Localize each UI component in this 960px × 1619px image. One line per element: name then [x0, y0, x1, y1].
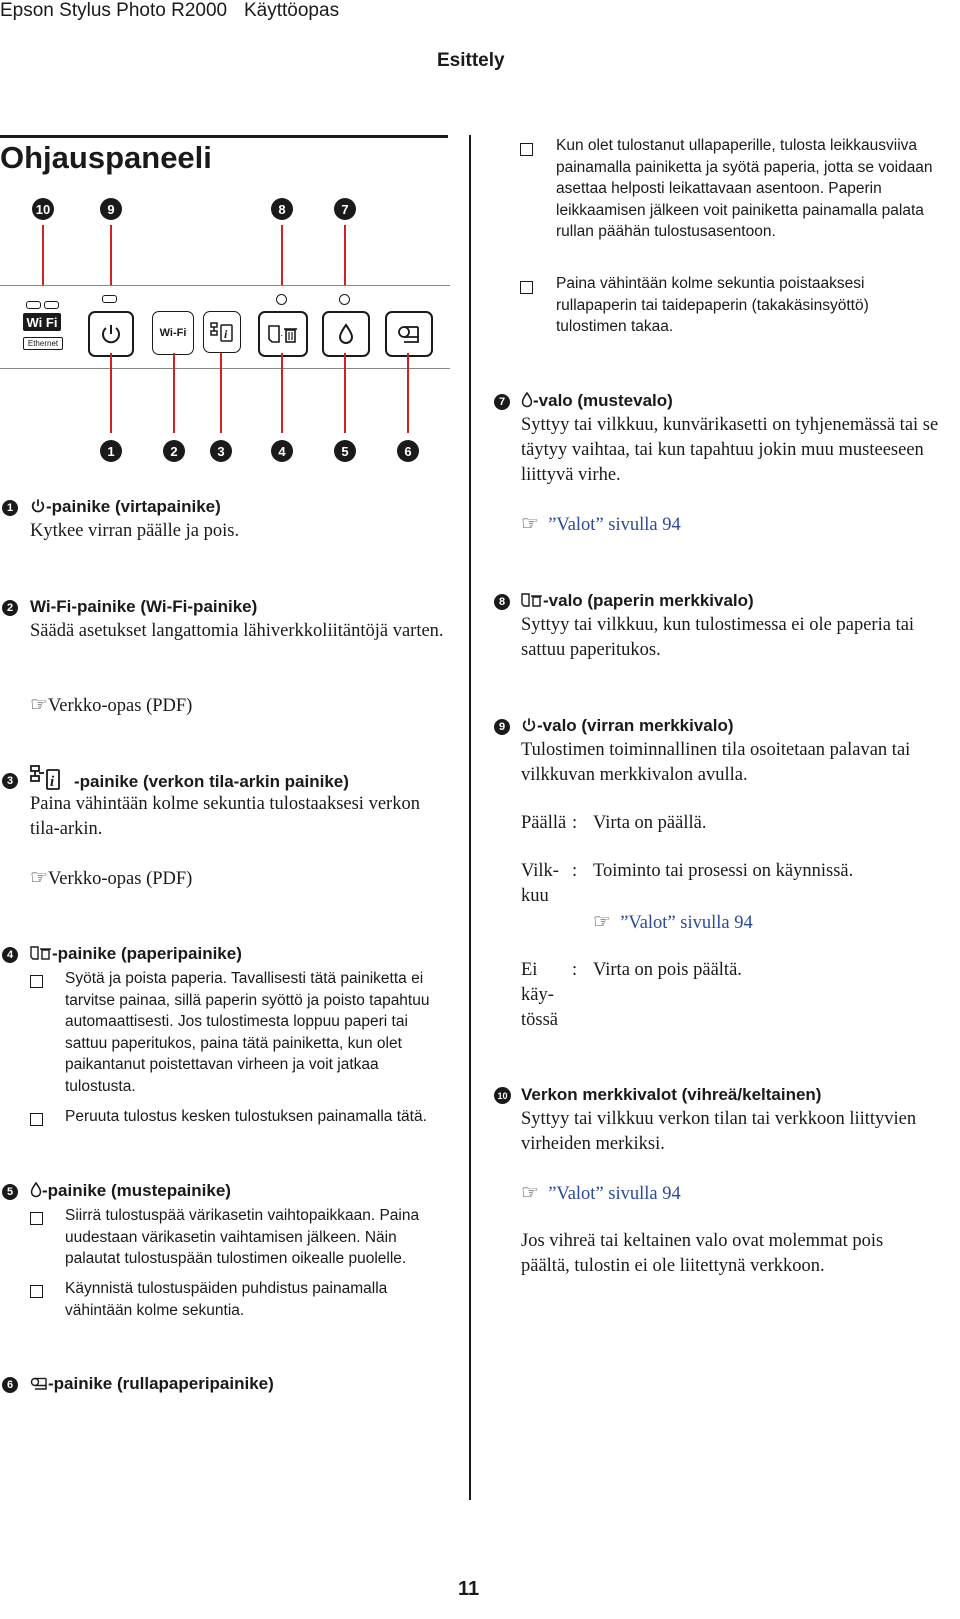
callout-7: 7	[334, 198, 356, 220]
item-10-heading: Verkon merkkivalot (vihreä/keltainen)	[521, 1085, 822, 1104]
bullet-box	[30, 1212, 43, 1225]
item-4-heading: -painike (paperipainike)	[30, 944, 242, 964]
header-product: Epson Stylus Photo R2000	[0, 0, 228, 21]
network-status-button	[203, 311, 241, 353]
hand-pointer-icon: ☞	[521, 1182, 539, 1204]
item-3-ref[interactable]: ☞Verkko-opas (PDF)	[30, 867, 193, 889]
item-7-heading: -valo (mustevalo)	[521, 391, 673, 411]
ink-drop-icon	[336, 322, 356, 346]
column-divider	[469, 135, 471, 1500]
callout-3: 3	[210, 440, 232, 462]
ink-drop-icon	[521, 392, 533, 408]
item-10-ref-link[interactable]: ☞ ”Valot” sivulla 94	[521, 1182, 681, 1204]
item-8-text: Syttyy tai vilkkuu, kun tulostimessa ei ole paperia tai sattuu paperitukos.	[521, 615, 915, 660]
intro-bullet-2: Paina vähintään kolme sekuntia poistaaksesi rullapaperin tai taidepaperin (takakäsinsyöttö) tulostimen takaa.	[556, 275, 869, 335]
network-light-yellow	[44, 301, 59, 309]
network-status-icon	[30, 765, 74, 793]
callout-10: 10	[32, 198, 54, 220]
paper-cancel-icon	[266, 322, 300, 346]
page-title: Ohjauspaneeli	[0, 140, 212, 175]
svg-text:i: i	[224, 327, 228, 341]
hand-pointer-icon: ☞	[30, 867, 48, 889]
callout-2: 2	[163, 440, 185, 462]
power-icon	[99, 322, 123, 346]
item-number: 8	[494, 594, 510, 610]
item-number: 2	[2, 600, 18, 616]
item-number: 7	[494, 394, 510, 410]
section-title: Esittely	[437, 50, 505, 71]
item-5-heading: -painike (mustepainike)	[30, 1181, 231, 1201]
status-term-on: Päällä	[521, 813, 567, 833]
item-5-bullet-2: Käynnistä tulostuspäiden puhdistus painamalla vähintään kolme sekuntia.	[65, 1280, 388, 1319]
hand-pointer-icon: ☞	[521, 513, 539, 535]
svg-text:i: i	[50, 774, 55, 790]
ethernet-label: Ethernet	[23, 337, 63, 350]
paper-cancel-icon	[521, 592, 543, 608]
wifi-button: Wi-Fi	[152, 311, 194, 355]
item-9-text: Tulostimen toiminnallinen tila osoitetaan palavan tai vilkkuvan merkkivalon avulla.	[521, 740, 911, 785]
power-icon	[30, 498, 46, 514]
roll-paper-button	[385, 311, 433, 357]
paper-button	[258, 311, 308, 357]
item-number: 1	[2, 500, 18, 516]
bullet-box	[30, 1113, 43, 1126]
item-6-heading: -painike (rullapaperipainike)	[30, 1374, 274, 1394]
power-button	[88, 311, 134, 357]
bullet-box	[30, 975, 43, 988]
item-3-text: Paina vähintään kolme sekuntia tulostaaksesi verkon tila-arkin.	[30, 794, 420, 839]
control-panel-diagram	[0, 185, 450, 475]
item-9-ref-link[interactable]: ☞ ”Valot” sivulla 94	[593, 911, 753, 933]
roll-paper-icon	[30, 1376, 48, 1390]
callout-4: 4	[271, 440, 293, 462]
power-light	[102, 295, 117, 303]
intro-bullet-1: Kun olet tulostanut ullapaperille, tulosta leikkausviiva painamalla painiketta ja syötä paperia, jotta se voidaan asettaa helposti leikattavaan asentoon. Paperin leikkaamisen jälkeen voit painiketta painamalla palata rullan päähän tulostusasentoon.	[556, 137, 933, 240]
status-colon: :	[572, 813, 578, 833]
page-number: 11	[458, 1578, 480, 1600]
item-3-heading: i -painike (verkon tila-arkin painike)	[30, 765, 349, 793]
bullet-box	[520, 281, 533, 294]
wifi-logo: Wi Fi	[23, 313, 61, 331]
callout-5: 5	[334, 440, 356, 462]
svg-text:·: ·	[280, 330, 284, 341]
bullet-box	[520, 143, 533, 156]
item-8-heading: -valo (paperin merkkivalo)	[521, 591, 754, 611]
roll-paper-icon	[396, 323, 422, 345]
hand-pointer-icon: ☞	[30, 694, 48, 716]
item-9-heading: -valo (virran merkkivalo)	[521, 716, 734, 736]
network-status-icon	[210, 321, 234, 343]
status-desc-off: Virta on pois päältä.	[593, 960, 742, 980]
power-icon	[521, 717, 537, 733]
title-rule	[0, 135, 448, 138]
status-desc-on: Virta on päällä.	[593, 813, 707, 833]
paper-light	[276, 294, 287, 305]
item-number: 3	[2, 773, 18, 789]
item-number: 4	[2, 947, 18, 963]
item-1-heading: -painike (virtapainike)	[30, 497, 221, 517]
callout-8: 8	[271, 198, 293, 220]
item-7-text: Syttyy tai vilkkuu, kunvärikasetti on tyhjenemässä tai se täytyy vaihtaa, tai kun tapahtuu jokin muu musteeseen liittyvä virhe.	[521, 415, 939, 485]
item-4-bullet-2: Peruuta tulostus kesken tulostuksen painamalla tätä.	[65, 1108, 427, 1125]
status-colon: :	[572, 861, 578, 881]
item-2-text: Säädä asetukset langattomia lähiverkkoliitäntöjä varten.	[30, 621, 444, 641]
item-10-note: Jos vihreä tai keltainen valo ovat molemmat pois päältä, tulostin ei ole liitettynä verkkoon.	[521, 1231, 884, 1276]
item-4-bullet-1: Syötä ja poista paperia. Tavallisesti tätä painiketta ei tarvitse painaa, sillä paperin syöttö ja poisto tapahtuu automaattisesti. Jos tulostimesta loppuu paperi tai sattuu paperitukos, paina tätä painiketta, kun olet paikantanut poistettavan virheen ja voit jatkaa tulostusta.	[65, 970, 430, 1095]
network-light-green	[26, 301, 41, 309]
status-term-blinking: Vilk- kuu	[521, 861, 559, 906]
item-number: 10	[494, 1087, 511, 1104]
header-doc-title: Käyttöopas	[244, 0, 340, 21]
ink-drop-icon	[30, 1182, 42, 1198]
item-2-heading: Wi-Fi-painike (Wi-Fi-painike)	[30, 597, 258, 616]
item-2-ref[interactable]: ☞Verkko-opas (PDF)	[30, 694, 193, 716]
callout-9: 9	[100, 198, 122, 220]
item-10-text: Syttyy tai vilkkuu verkon tilan tai verkkoon liittyvien virheiden merkiksi.	[521, 1109, 917, 1154]
item-5-bullet-1: Siirrä tulostuspää värikasetin vaihtopaikkaan. Paina uudestaan värikasetin vaihtamisen jälkeen. Näin palautat tulostuspään tulostimen oikealle puolelle.	[65, 1207, 420, 1267]
item-1-text: Kytkee virran päälle ja pois.	[30, 521, 240, 541]
item-number: 5	[2, 1184, 18, 1200]
status-colon: :	[572, 960, 578, 980]
callout-1: 1	[100, 440, 122, 462]
callout-6: 6	[397, 440, 419, 462]
hand-pointer-icon: ☞	[593, 911, 611, 933]
status-desc-blinking: Toiminto tai prosessi on käynnissä.	[593, 861, 854, 881]
ink-button	[322, 311, 370, 357]
status-term-off: Ei käy- tössä	[521, 960, 558, 1030]
item-number: 9	[494, 719, 510, 735]
item-number: 6	[2, 1377, 18, 1393]
ink-light	[339, 294, 350, 305]
paper-cancel-icon	[30, 945, 52, 961]
bullet-box	[30, 1285, 43, 1298]
item-7-ref-link[interactable]: ☞ ”Valot” sivulla 94	[521, 513, 681, 535]
